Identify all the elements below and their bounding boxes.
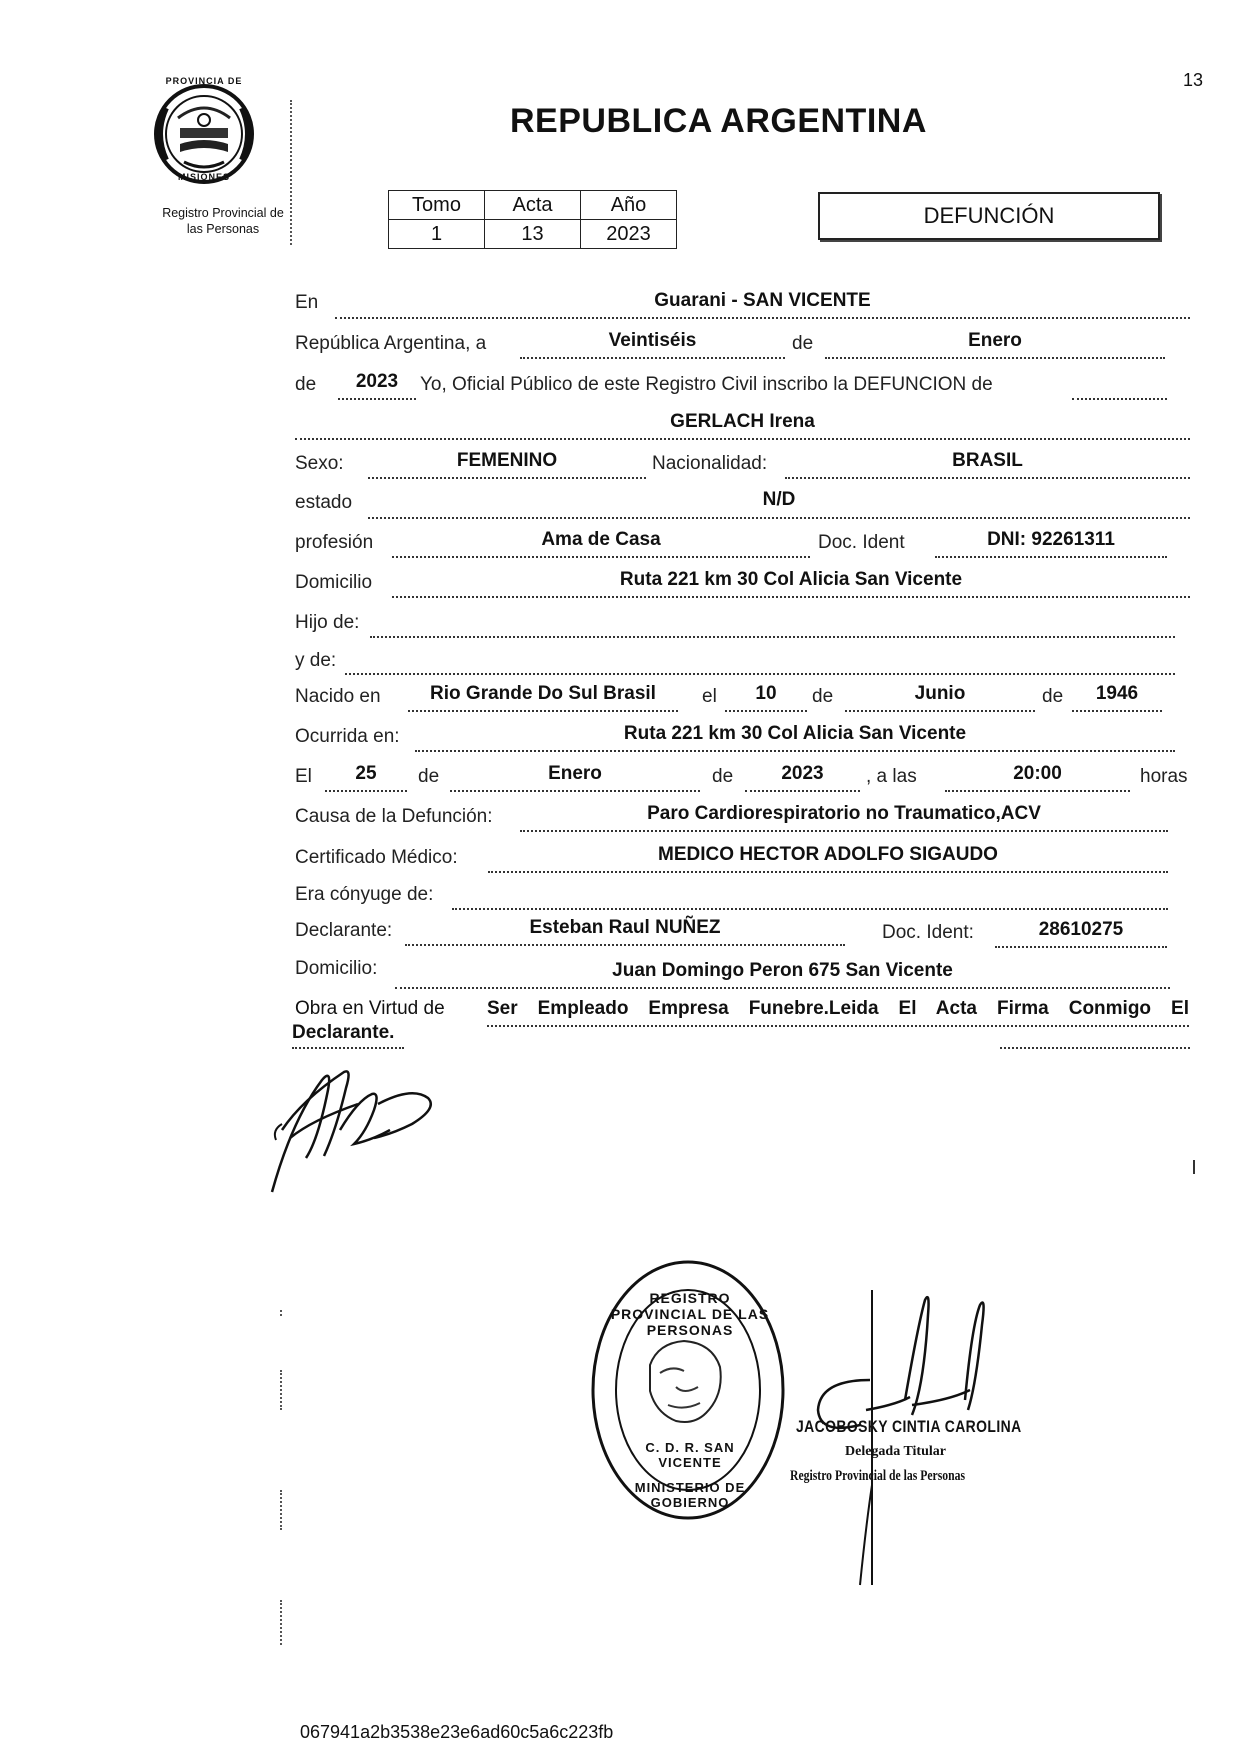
death-month-value: Enero bbox=[548, 763, 602, 784]
de-label: de bbox=[792, 333, 814, 354]
estado-value: N/D bbox=[762, 489, 796, 510]
year-prefix-label: de bbox=[295, 374, 317, 395]
stamp-outer-text-top: REGISTRO PROVINCIAL DE LAS PERSONAS bbox=[610, 1290, 770, 1338]
ocurrida-label: Ocurrida en: bbox=[295, 726, 400, 747]
dotted-line bbox=[325, 790, 407, 792]
dotted-line bbox=[370, 636, 1175, 638]
dotted-line bbox=[345, 673, 1175, 675]
dotted-line bbox=[520, 357, 785, 359]
dotted-line bbox=[295, 438, 1190, 440]
causa-value: Paro Cardiorespiratorio no Traumatico,ACV bbox=[647, 803, 1041, 824]
margin-mark bbox=[290, 100, 292, 245]
margin-mark bbox=[280, 1490, 282, 1530]
domicilio-label: Domicilio bbox=[295, 572, 373, 593]
registry-caption-line2: las Personas bbox=[186, 222, 260, 236]
oficial-text: Yo, Oficial Público de este Registro Civil inscribo la DEFUNCION de bbox=[420, 374, 993, 395]
republica-label: República Argentina, a bbox=[295, 333, 487, 354]
de-label-4: de bbox=[418, 766, 440, 787]
ocurrida-value: Ruta 221 km 30 Col Alicia San Vicente bbox=[623, 723, 967, 744]
dotted-line bbox=[725, 710, 807, 712]
margin-mark bbox=[1193, 1160, 1195, 1174]
registry-table-header-row bbox=[389, 191, 677, 220]
deceased-name: GERLACH Irena bbox=[670, 411, 815, 432]
margin-mark bbox=[280, 1600, 282, 1645]
dotted-line bbox=[745, 790, 860, 792]
dotted-line bbox=[785, 477, 1190, 479]
dotted-line bbox=[292, 1047, 404, 1049]
dotted-line bbox=[452, 908, 1168, 910]
birth-year-value: 1946 bbox=[1095, 683, 1139, 704]
dotted-line bbox=[392, 556, 810, 558]
domicilio-label-2: Domicilio: bbox=[295, 958, 378, 979]
obra-value-line1: Ser Empleado Empresa Funebre.Leida El Acta Firma Conmigo El bbox=[487, 998, 1189, 1019]
dotted-line bbox=[392, 596, 1190, 598]
dotted-line bbox=[408, 710, 678, 712]
declarante-label: Declarante: bbox=[295, 920, 393, 941]
profesion-value: Ama de Casa bbox=[541, 529, 661, 550]
official-signature bbox=[800, 1285, 1020, 1595]
document-type-box: DEFUNCIÓN bbox=[818, 192, 1160, 240]
obra-label: Obra en Virtud de bbox=[295, 998, 445, 1019]
margin-mark bbox=[280, 1370, 282, 1410]
certificado-label: Certificado Médico: bbox=[295, 847, 458, 868]
de-label-2: de bbox=[812, 686, 834, 707]
dotted-line bbox=[395, 987, 1170, 989]
dotted-line bbox=[935, 556, 1167, 558]
registry-caption bbox=[118, 205, 328, 237]
registry-value-tomo: 1 bbox=[389, 220, 485, 249]
nacido-label: Nacido en bbox=[295, 686, 381, 707]
month-value: Enero bbox=[968, 330, 1022, 351]
declarant-signature bbox=[262, 1060, 452, 1200]
death-year-value: 2023 bbox=[781, 763, 824, 784]
dotted-line bbox=[825, 357, 1165, 359]
a-las-label: , a las bbox=[866, 766, 917, 787]
dotted-line bbox=[520, 830, 1168, 832]
sexo-label: Sexo: bbox=[295, 453, 344, 474]
dotted-line bbox=[338, 398, 416, 400]
dotted-line bbox=[487, 1025, 1189, 1027]
birth-day-value: 10 bbox=[755, 683, 777, 704]
dotted-line bbox=[405, 944, 845, 946]
doc-ident-label-2: Doc. Ident: bbox=[882, 922, 974, 943]
day-word-value: Veintiséis bbox=[608, 330, 697, 351]
registry-header-ano: Año bbox=[581, 191, 677, 220]
registry-table bbox=[388, 190, 677, 249]
official-name: JACOBOSKY CINTIA CAROLINA bbox=[796, 1417, 1022, 1436]
domicilio-value: Ruta 221 km 30 Col Alicia San Vicente bbox=[619, 569, 963, 590]
en-value: Guarani - SAN VICENTE bbox=[654, 290, 871, 311]
official-institution: Registro Provincial de las Personas bbox=[790, 1468, 966, 1484]
dotted-line bbox=[335, 317, 1190, 319]
nacionalidad-label: Nacionalidad: bbox=[652, 453, 768, 474]
dotted-line bbox=[845, 710, 1035, 712]
seal-text-bottom: MISIONES bbox=[177, 172, 230, 182]
en-label: En bbox=[295, 292, 319, 313]
registry-value-acta: 13 bbox=[485, 220, 581, 249]
nacido-value: Rio Grande Do Sul Brasil bbox=[430, 683, 656, 704]
de-label-3: de bbox=[1042, 686, 1064, 707]
dotted-line bbox=[368, 517, 1190, 519]
birth-month-value: Junio bbox=[914, 683, 966, 704]
declarante-domicilio-value: Juan Domingo Peron 675 San Vicente bbox=[612, 960, 953, 981]
doc-ident-label: Doc. Ident bbox=[818, 532, 905, 553]
dotted-line bbox=[1000, 1047, 1190, 1049]
registry-header-acta: Acta bbox=[485, 191, 581, 220]
dotted-line bbox=[995, 946, 1167, 948]
doc-ident-value: DNI: 92261311 bbox=[987, 529, 1115, 550]
dotted-line bbox=[488, 871, 1168, 873]
obra-value-line2: Declarante. bbox=[292, 1022, 395, 1043]
profesion-label: profesión bbox=[295, 532, 374, 553]
dotted-line bbox=[450, 790, 700, 792]
el-label: el bbox=[702, 686, 717, 707]
el-label-2: El bbox=[295, 766, 312, 787]
seal-text-top: PROVINCIA DE bbox=[165, 76, 243, 86]
de-label-5: de bbox=[712, 766, 734, 787]
sexo-value: FEMENINO bbox=[456, 450, 558, 471]
stamp-outer-text-bottom: MINISTERIO DE GOBIERNO bbox=[634, 1480, 746, 1510]
stamp-inner-text: C. D. R. SAN VICENTE bbox=[645, 1440, 735, 1470]
certificado-value: MEDICO HECTOR ADOLFO SIGAUDO bbox=[658, 844, 998, 865]
declarante-value: Esteban Raul NUÑEZ bbox=[529, 917, 721, 938]
horas-label: horas bbox=[1140, 766, 1188, 787]
year-value: 2023 bbox=[355, 371, 399, 392]
document-hash: 067941a2b3538e23e6ad60c5a6c223fb bbox=[300, 1722, 614, 1742]
registry-caption-line1: Registro Provincial de bbox=[162, 206, 284, 220]
dotted-line bbox=[1072, 710, 1162, 712]
death-day-value: 25 bbox=[355, 763, 377, 784]
hijo-label: Hijo de: bbox=[295, 612, 360, 633]
registry-header-tomo: Tomo bbox=[389, 191, 485, 220]
dotted-line bbox=[368, 477, 646, 479]
page-number: 13 bbox=[1183, 70, 1204, 90]
estado-label: estado bbox=[295, 492, 353, 513]
causa-label: Causa de la Defunción: bbox=[295, 806, 493, 827]
dotted-line bbox=[1072, 398, 1167, 400]
conyuge-label: Era cónyuge de: bbox=[295, 884, 434, 905]
official-title: Delegada Titular bbox=[845, 1444, 946, 1459]
y-de-label: y de: bbox=[295, 650, 337, 671]
registry-table-value-row bbox=[389, 220, 677, 249]
margin-mark bbox=[280, 1310, 282, 1316]
nacionalidad-value: BRASIL bbox=[952, 450, 1023, 471]
death-time-value: 20:00 bbox=[1013, 763, 1062, 784]
registry-value-ano: 2023 bbox=[581, 220, 677, 249]
dotted-line bbox=[415, 750, 1175, 752]
dotted-line bbox=[945, 790, 1130, 792]
document-title: REPUBLICA ARGENTINA bbox=[510, 102, 927, 140]
declarante-doc-value: 28610275 bbox=[1038, 919, 1124, 940]
